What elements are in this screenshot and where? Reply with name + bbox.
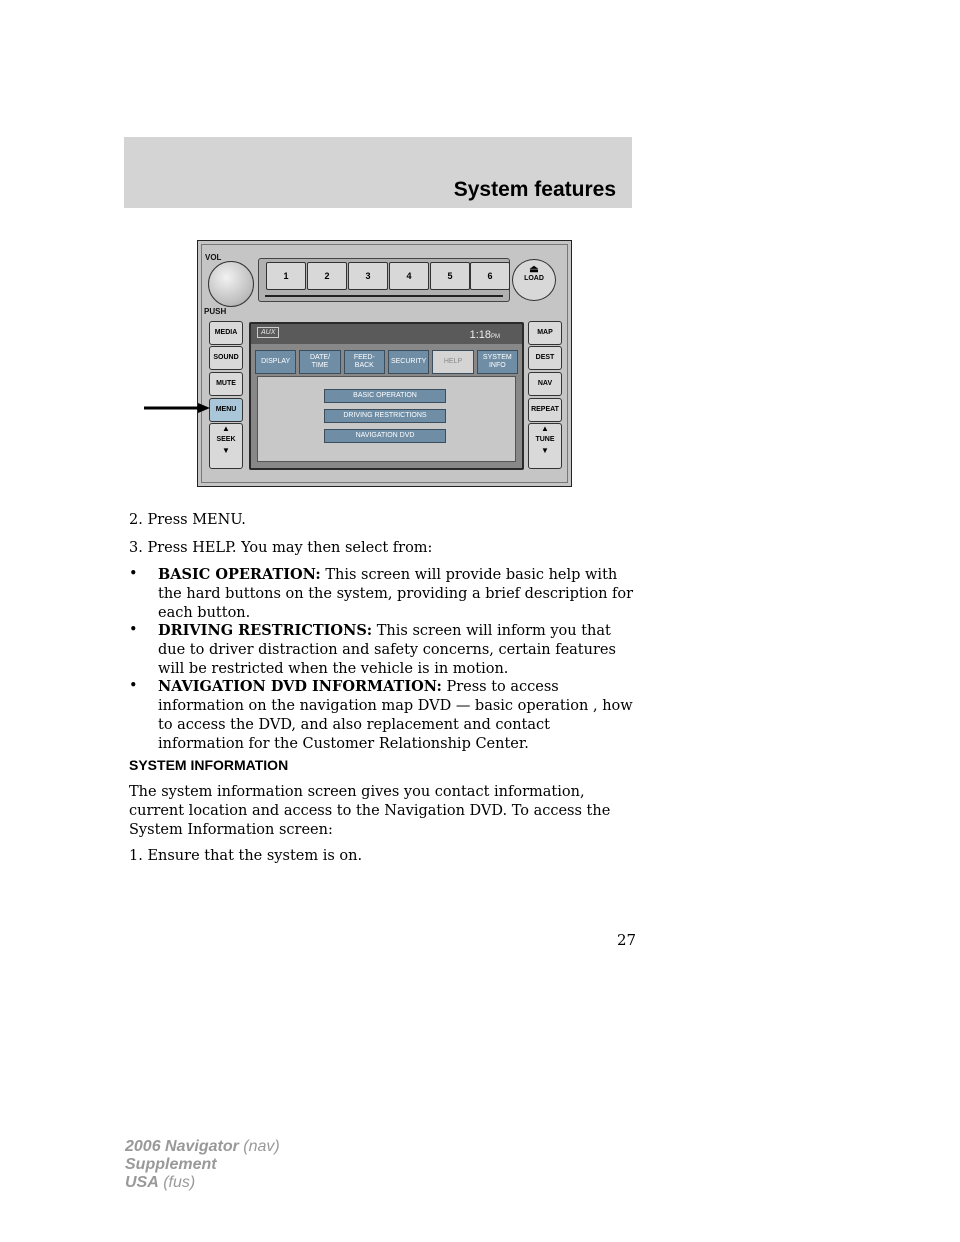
sound-button: SOUND <box>209 346 243 370</box>
vol-label: VOL <box>205 253 222 262</box>
tune-up-icon: ▲ <box>541 424 549 433</box>
tune-button <box>528 423 562 469</box>
menu-button: MENU <box>209 398 243 422</box>
driving-restrictions-option: DRIVING RESTRICTIONS <box>324 409 446 423</box>
mute-button: MUTE <box>209 372 243 396</box>
preset-3-button: 3 <box>348 262 388 290</box>
tab-help: HELP <box>432 350 473 374</box>
map-button: MAP <box>528 321 562 345</box>
seek-label: SEEK <box>216 436 236 443</box>
bullet-dot: • <box>129 622 138 638</box>
preset-2-button: 2 <box>307 262 347 290</box>
bullet-text: Press to access information on the navigation map DVD — basic operation , how to access the DVD, and also replacement and contact information for the Customer Relationship Center. <box>158 679 633 752</box>
step-1: 1. Ensure that the system is on. <box>129 848 363 864</box>
bullet-term: NAVIGATION DVD INFORMATION: <box>158 678 442 695</box>
clock-time: 1:18 <box>469 329 491 341</box>
header-band <box>124 137 632 208</box>
step-2: 2. Press MENU. <box>129 512 246 528</box>
seek-button <box>209 423 243 469</box>
footer-market-code: (fus) <box>158 1174 196 1191</box>
step-3: 3. Press HELP. You may then select from: <box>129 540 433 556</box>
media-button: MEDIA <box>209 321 243 345</box>
tab-display: DISPLAY <box>255 350 296 374</box>
radio-figure <box>197 240 572 487</box>
footer-model: 2006 Navigator <box>125 1138 239 1155</box>
arrow-pointer-icon <box>144 403 210 413</box>
bullet-dot: • <box>129 678 138 694</box>
bullet-text: This screen will inform you that due to driver distraction and safety concerns, certain features will be restricted when the vehicle is in motion. <box>158 623 616 677</box>
load-button <box>512 259 556 301</box>
bullet-term: BASIC OPERATION: <box>158 566 321 583</box>
preset-5-button: 5 <box>430 262 470 290</box>
seek-down-icon: ▼ <box>222 446 230 455</box>
preset-6-button: 6 <box>470 262 510 290</box>
tab-security: SECURITY <box>388 350 429 374</box>
footer-market: USA <box>125 1174 159 1191</box>
section-title: System features <box>453 178 616 201</box>
bullet-driving-restrictions <box>129 621 639 679</box>
eject-icon: ⏏ <box>529 264 539 275</box>
tune-down-icon: ▼ <box>541 446 549 455</box>
basic-operation-option: BASIC OPERATION <box>324 389 446 403</box>
navigation-dvd-option: NAVIGATION DVD <box>324 429 446 443</box>
dest-button: DEST <box>528 346 562 370</box>
footer-supplement: Supplement <box>125 1156 217 1173</box>
tab-date-time: DATE/ TIME <box>299 350 340 374</box>
help-panel <box>257 376 516 462</box>
page-number: 27 <box>617 931 637 949</box>
load-label: LOAD <box>524 275 544 282</box>
preset-4-button: 4 <box>389 262 429 290</box>
bullet-navigation-dvd <box>129 677 639 754</box>
tune-label: TUNE <box>535 436 555 443</box>
source-indicator: AUX <box>257 327 279 338</box>
menu-tabs <box>255 350 518 374</box>
screen-status-bar <box>251 324 522 344</box>
repeat-button: REPEAT <box>528 398 562 422</box>
tab-feedback: FEED- BACK <box>344 350 385 374</box>
display-screen <box>249 322 524 470</box>
clock-ampm: PM <box>491 334 500 340</box>
clock <box>470 329 500 341</box>
nav-button: NAV <box>528 372 562 396</box>
footer-model-code: (nav) <box>238 1138 280 1155</box>
seek-up-icon: ▲ <box>222 424 230 433</box>
preset-1-button: 1 <box>266 262 306 290</box>
bullet-term: DRIVING RESTRICTIONS: <box>158 622 373 639</box>
bullet-basic-operation <box>129 565 639 623</box>
volume-knob <box>208 261 254 307</box>
section-heading: SYSTEM INFORMATION <box>129 757 289 773</box>
tab-system-info: SYSTEM INFO <box>477 350 518 374</box>
bullet-text: This screen will provide basic help with the hard buttons on the system, providing a brief description for each button. <box>158 567 634 621</box>
bullet-dot: • <box>129 566 138 582</box>
system-info-paragraph: The system information screen gives you contact information, current location and access to the Navigation DVD. To access the System Information screen: <box>129 784 611 838</box>
footer <box>125 1138 280 1192</box>
push-label: PUSH <box>204 307 227 316</box>
